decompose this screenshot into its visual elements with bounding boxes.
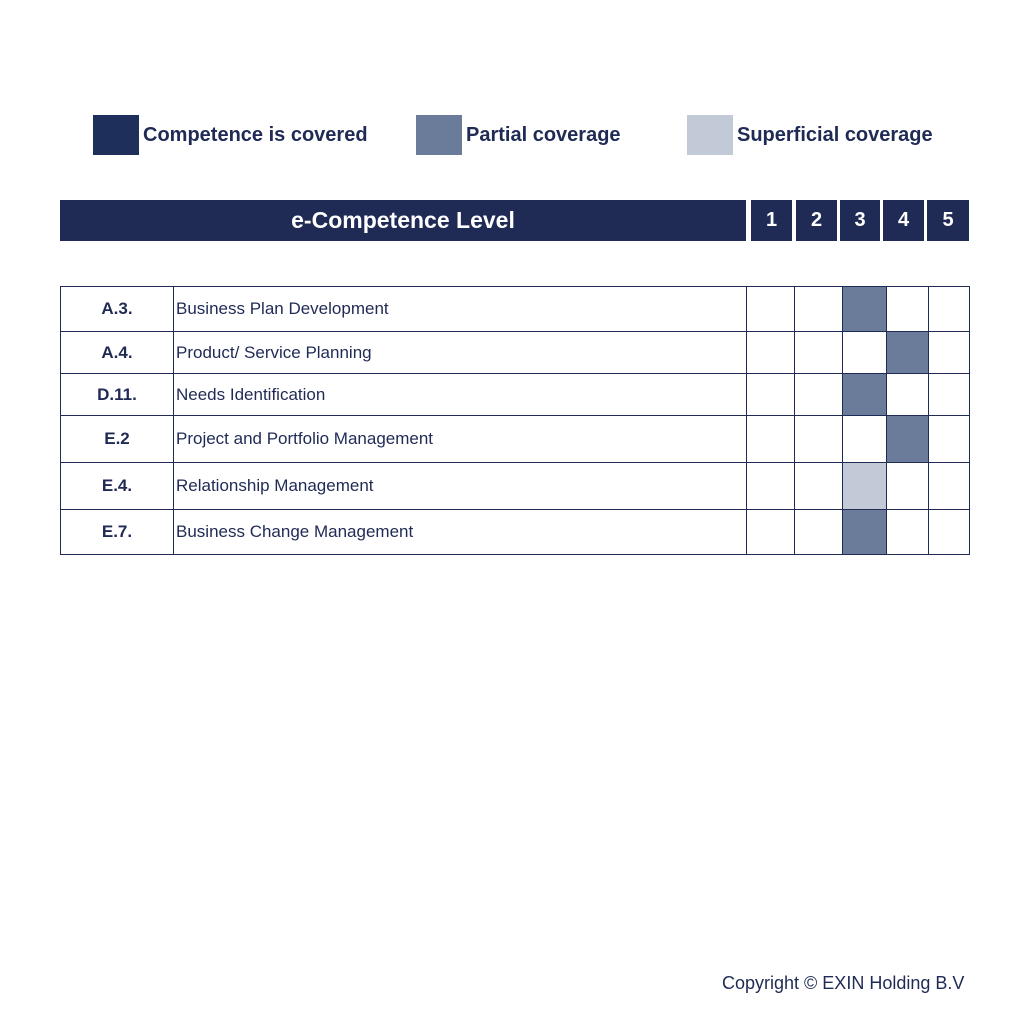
table-row: [61, 463, 970, 510]
level-cell: [843, 416, 887, 463]
level-header-2: 2: [796, 200, 837, 241]
table-row: [61, 510, 970, 555]
coverage-cell-superficial: [843, 463, 887, 510]
level-cell: [929, 510, 970, 555]
competence-code: E.7.: [61, 510, 174, 555]
level-cell: [887, 374, 929, 416]
legend-swatch-superficial: [687, 115, 733, 155]
level-cell: [795, 510, 843, 555]
level-header-4: 4: [883, 200, 924, 241]
competence-table: [60, 286, 970, 555]
level-cell: [929, 416, 970, 463]
coverage-cell-partial: [843, 510, 887, 555]
level-cell: [843, 332, 887, 374]
legend-label-superficial: Superficial coverage: [737, 123, 933, 146]
level-header-1: 1: [751, 200, 792, 241]
competence-code: A.3.: [61, 287, 174, 332]
table-row: [61, 332, 970, 374]
level-cell: [747, 463, 795, 510]
coverage-cell-partial: [887, 332, 929, 374]
legend-item-superficial: [687, 115, 933, 155]
level-cell: [929, 374, 970, 416]
level-cell: [887, 510, 929, 555]
level-cell: [795, 463, 843, 510]
level-cell: [795, 287, 843, 332]
level-cell: [747, 287, 795, 332]
coverage-cell-partial: [843, 287, 887, 332]
competence-code: D.11.: [61, 374, 174, 416]
table-row: [61, 287, 970, 332]
level-cell: [747, 374, 795, 416]
legend-label-covered: Competence is covered: [143, 123, 368, 146]
competence-code: A.4.: [61, 332, 174, 374]
level-cell: [795, 416, 843, 463]
competence-name: Needs Identification: [174, 374, 747, 416]
copyright-text: Copyright © EXIN Holding B.V: [722, 973, 965, 993]
legend-swatch-covered: [93, 115, 139, 155]
competence-name: Project and Portfolio Management: [174, 416, 747, 463]
competence-level-header: e-Competence Level: [60, 200, 746, 241]
level-cell: [795, 374, 843, 416]
competence-code: E.4.: [61, 463, 174, 510]
level-header-3: 3: [840, 200, 880, 241]
legend-item-covered: [93, 115, 368, 155]
legend-label-partial: Partial coverage: [466, 123, 621, 146]
level-cell: [929, 287, 970, 332]
coverage-cell-partial: [843, 374, 887, 416]
level-header-5: 5: [927, 200, 969, 241]
level-cell: [747, 416, 795, 463]
legend-swatch-partial: [416, 115, 462, 155]
level-cell: [747, 332, 795, 374]
coverage-cell-partial: [887, 416, 929, 463]
legend-item-partial: [416, 115, 621, 155]
level-cell: [887, 287, 929, 332]
competence-code: E.2: [61, 416, 174, 463]
competence-name: Business Plan Development: [174, 287, 747, 332]
competence-name: Business Change Management: [174, 510, 747, 555]
table-row: [61, 374, 970, 416]
level-cell: [929, 463, 970, 510]
level-cell: [929, 332, 970, 374]
level-cell: [795, 332, 843, 374]
level-cell: [747, 510, 795, 555]
level-cell: [887, 463, 929, 510]
table-row: [61, 416, 970, 463]
competence-name: Product/ Service Planning: [174, 332, 747, 374]
competence-name: Relationship Management: [174, 463, 747, 510]
